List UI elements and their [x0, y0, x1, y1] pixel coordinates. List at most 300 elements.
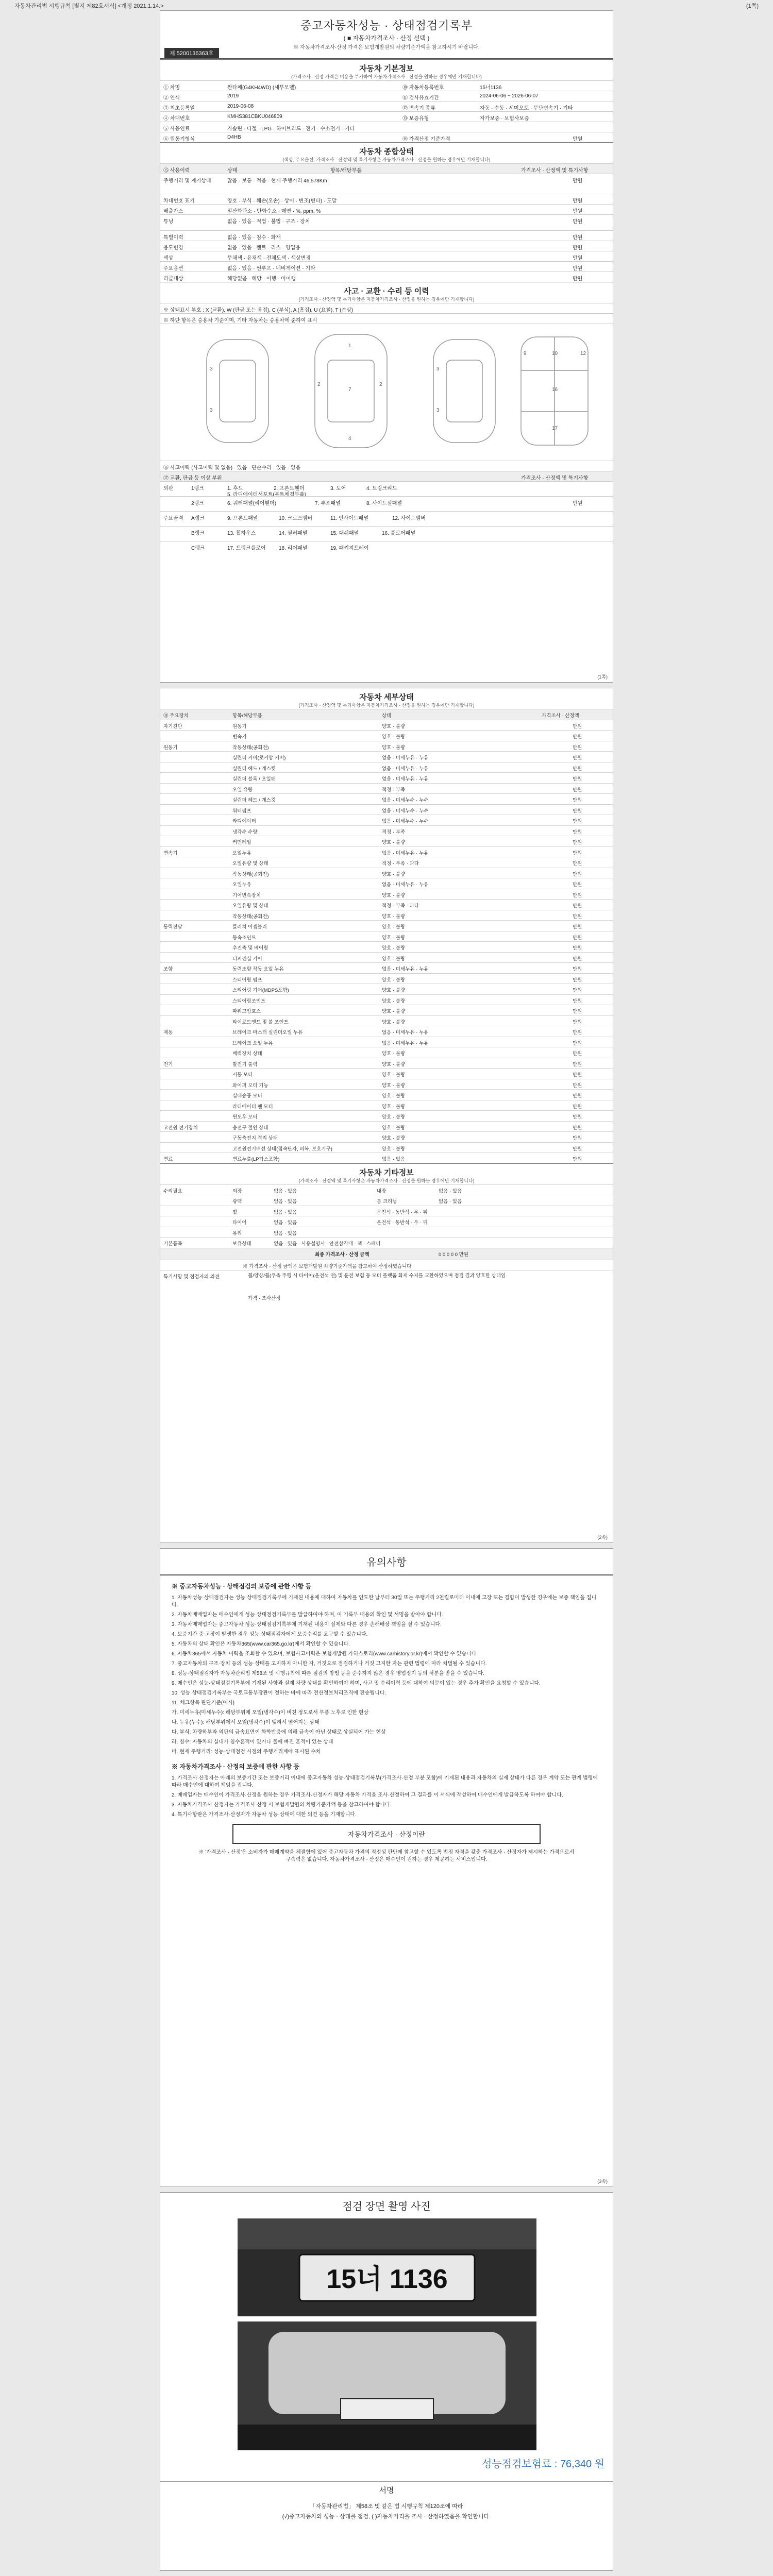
detail-price: 만원	[573, 967, 582, 972]
detail-row	[160, 1100, 613, 1111]
top-bar	[0, 0, 773, 9]
detail-section	[160, 688, 613, 1163]
detail-price: 만원	[573, 1072, 582, 1078]
detail-item: 동력조향 작동 오일 누유	[232, 967, 284, 972]
notice-paragraph: 4. 특기사항란은 가격조사·산정자가 자동차 성능·상태에 대한 의견 등을 기재합니다.	[172, 1812, 357, 1818]
detail-group: 자기진단	[163, 723, 182, 730]
detail-row	[160, 1142, 613, 1153]
overall-row: 색상 무채색 · 유채색 · 전체도색 · 색상변경 만원	[160, 251, 613, 261]
svg-text:16: 16	[552, 387, 558, 393]
detail-row	[160, 1079, 613, 1090]
detail-state: 없음 · 미세누유 · 누유	[382, 882, 429, 888]
detail-row	[160, 910, 613, 921]
basic-row: ⑤ 사용연료 가솔린 · 디젤 · LPG · 하이브리드 · 전기 · 수소전기 · 기타	[160, 122, 613, 132]
photo-front	[238, 2218, 536, 2316]
frame-rank-c: C랭크 17. 트렁크플로어 18. 리어패널 19. 패키지트레이	[160, 541, 613, 556]
detail-price: 만원	[573, 744, 582, 751]
notice-paragraph: 1. 자동차성능·상태점검자는 성능·상태점검기록부에 기재된 내용에 대하여 자동차를 인도한 날부터 30일 또는 주행거리 2천킬로미터 이내에 고장 또는 결함이 발생한 경우에는 보증 책임을 집니다.	[172, 1595, 597, 1608]
notice-paragraph: 9. 매수인은 성능·상태점검기록부에 기재된 사항과 실제 차량 상태를 확인하여야 하며, 사고 및 수리이력 등에 대하여 의문이 있는 경우 추가 확인을 요청할 수 있습니다.	[172, 1681, 541, 1686]
photos-title: 점검 장면 촬영 사진	[342, 2201, 431, 2212]
document-number: 제 5200136363호	[164, 48, 219, 58]
detail-price: 만원	[573, 998, 582, 1004]
detail-item: 오일 유량	[232, 787, 253, 793]
detail-row	[160, 952, 613, 963]
detail-price: 만원	[573, 1104, 582, 1110]
detail-price: 만원	[573, 1030, 582, 1036]
detail-item: 실린더 블록 / 오일팬	[232, 776, 276, 782]
detail-price: 만원	[573, 819, 582, 824]
overall-row: 차대번호 표기 양호 · 부식 · 훼손(오손) · 상이 · 변조(변타) · 도말 만원	[160, 194, 613, 204]
section-title: 사고 · 교환 · 수리 등 이력	[344, 287, 429, 296]
detail-state: 양호 · 불량	[382, 956, 406, 962]
overall-row: 주요옵션 없음 · 있음 · 썬루프 · 네비게이션 · 기타 만원	[160, 261, 613, 272]
detail-row	[160, 868, 613, 878]
detail-price: 만원	[573, 871, 582, 877]
svg-text:10: 10	[552, 351, 558, 357]
detail-price: 만원	[573, 903, 582, 909]
detail-item: 커먼레일	[232, 840, 251, 845]
accident-parts-header: ⑰ 교환, 판금 등 이상 부위 가격조사 · 산정액 및 특기사항	[160, 471, 613, 481]
section-subtitle: (가격조사 · 산정액 및 특기사항은 자동차가격조사 · 산정을 원하는 경우에만 기재합니다)	[298, 1178, 475, 1183]
detail-state: 양호 · 불량	[382, 1146, 406, 1152]
basic-row: ③ 최초등록일 2019-06-08 ⑫ 변속기 종류 자동 · 수동 · 세미오토 · 무단변속기 · 기타	[160, 101, 613, 111]
notice-paragraph: 마. 현재 주행거리: 성능·상태점검 시점의 주행거리계에 표시된 수치	[172, 1749, 321, 1755]
detail-state: 없음 · 미세누유 · 누유	[382, 755, 429, 761]
detail-item: 라디에이터	[232, 819, 256, 824]
basic-row: ⑥ 원동기형식 D4HB ⑭ 가격산정 기준가격 만원	[160, 132, 613, 142]
car-diagram	[160, 324, 613, 461]
section-title: 자동차 종합상태	[359, 147, 414, 156]
detail-item: 스티어링 기어(MDPS포함)	[232, 988, 289, 993]
footer-line-1: 「자동차관리법」 제58조 및 같은 법 시행규칙 제120조에 따라	[310, 2503, 463, 2510]
detail-item: 오일누유	[232, 850, 251, 856]
detail-item: 스티어링조인트	[232, 998, 266, 1004]
detail-row	[160, 920, 613, 931]
detail-item: 실린더 헤드 / 개스킷	[232, 766, 276, 772]
detail-price: 만원	[573, 935, 582, 941]
detail-price: 만원	[573, 988, 582, 993]
detail-item: 작동상태(공회전)	[232, 871, 269, 877]
detail-state: 적정 · 부족 · 과다	[382, 861, 419, 867]
detail-group: 고전원 전기장치	[163, 1125, 198, 1131]
detail-item: 발전기 출력	[232, 1061, 258, 1067]
detail-row	[160, 846, 613, 857]
photo-front-image	[238, 2218, 536, 2316]
signature-title: 서명	[160, 2481, 613, 2496]
detail-state: 양호 · 불량	[382, 723, 406, 730]
notice-title: 유의사항	[160, 1549, 613, 1575]
detail-price: 만원	[573, 882, 582, 888]
detail-item: 파워고압호스	[232, 1009, 261, 1014]
svg-text:2: 2	[379, 382, 382, 387]
detail-state: 양호 · 불량	[382, 913, 406, 920]
detail-state: 양호 · 불량	[382, 1114, 406, 1120]
etc-row: 기본품목 보유상태 없음 · 있음 · 사용설명서 · 안전삼각대 · 잭 · 스패너	[160, 1237, 613, 1248]
section-subtitle: (가격조사 · 산정액 및 특기사항은 자동차가격조사 · 산정을 원하는 경우에만 기재합니다)	[298, 297, 475, 302]
detail-state: 양호 · 불량	[382, 1019, 406, 1025]
detail-price: 만원	[573, 1051, 582, 1057]
detail-item: 실린더 커버(로커암 커버)	[232, 755, 286, 761]
detail-row	[160, 984, 613, 994]
car-left-side	[207, 340, 268, 443]
final-amount-row: 최종 가격조사 · 산정 금액 0 0 0 0 0 만원	[160, 1248, 613, 1260]
detail-state: 양호 · 불량	[382, 1125, 406, 1131]
page-4	[160, 2192, 613, 2571]
detail-state: 양호 · 불량	[382, 988, 406, 993]
detail-state: 양호 · 불량	[382, 924, 406, 930]
detail-item: 변속기	[232, 734, 247, 740]
detail-price: 만원	[573, 829, 582, 835]
detail-row	[160, 962, 613, 973]
detail-group: 전기	[163, 1061, 173, 1067]
overall-row: 용도변경 없음 · 있음 · 렌트 · 리스 · 영업용 만원	[160, 241, 613, 251]
svg-text:3: 3	[436, 408, 440, 413]
svg-text:3: 3	[210, 366, 213, 372]
svg-text:2: 2	[317, 382, 321, 387]
etc-section	[160, 1163, 613, 1307]
detail-row	[160, 720, 613, 731]
detail-state: 양호 · 불량	[382, 1082, 406, 1089]
detail-state: 양호 · 불량	[382, 945, 406, 951]
section-subtitle: (가격조사 · 산정 가격은 비용을 부가하여 자동차가격조사 · 산정을 원하는 경우에만 기재합니다)	[291, 74, 482, 79]
detail-state: 없음 · 미세누유 · 누유	[382, 967, 429, 972]
detail-row	[160, 815, 613, 825]
detail-row	[160, 857, 613, 868]
detail-item: 기어변속장치	[232, 892, 261, 899]
detail-state: 없음 · 미세누수 · 누수	[382, 819, 429, 824]
detail-item: 작동상태(공회전)	[232, 913, 269, 920]
detail-row	[160, 941, 613, 952]
detail-state: 양호 · 불량	[382, 892, 406, 899]
detail-price: 만원	[573, 776, 582, 782]
detail-row	[160, 1131, 613, 1142]
detail-price: 만원	[573, 945, 582, 951]
detail-item: 실린더 헤드 / 개스킷	[232, 798, 276, 803]
notice-paragraph: 가. 미세누유(미세누수): 해당부위에 오일(냉각수)이 비친 정도로서 부품 노후로 인한 현상	[172, 1710, 368, 1716]
detail-state: 양호 · 불량	[382, 935, 406, 941]
plate-text: 15너 1136	[326, 2264, 448, 2294]
detail-header: ⑱ 주요장치 항목/해당부품 상태 가격조사 · 산정액	[160, 709, 613, 720]
page-3	[160, 1548, 613, 2187]
car-right-side	[433, 340, 495, 443]
outer-rank-1: 외판 1랭크 1. 후드 2. 프론트휀더 3. 도어 4. 트렁크리드 5. 라디에이터서포트(볼트체결부품)	[160, 481, 613, 496]
detail-item: 타이로드엔드 및 볼 조인트	[232, 1019, 289, 1025]
overall-status-section	[160, 142, 613, 282]
car-outline-diagram	[160, 324, 613, 461]
footer-line-2: (√)중고자동차의 성능 · 상태를 점검, ( )자동차가격을 조사 · 산정하였음을 확인합니다.	[282, 2514, 491, 2520]
svg-text:3: 3	[210, 408, 213, 413]
detail-item: 오일누유	[232, 882, 251, 888]
photo-rear-image	[238, 2321, 536, 2450]
detail-row	[160, 1058, 613, 1069]
detail-state: 양호 · 불량	[382, 871, 406, 877]
detail-row	[160, 1037, 613, 1047]
detail-group: 조향	[163, 967, 173, 972]
detail-price: 만원	[573, 1093, 582, 1099]
basic-row: ④ 차대번호 KMHS381CBKU046809 ⑬ 보증유형 자가보증 · 보험사보증	[160, 111, 613, 122]
detail-group: 원동기	[163, 744, 178, 751]
detail-price: 만원	[573, 1040, 582, 1046]
accident-section	[160, 282, 613, 556]
detail-row	[160, 994, 613, 1005]
notice-paragraph: 3. 자동차매매업자는 중고자동차 성능·상태점검기록부에 기재된 내용이 실제와 다른 경우 손해배상 책임을 질 수 있습니다.	[172, 1622, 442, 1628]
final-note-row: ※ 가격조사 · 산정 금액은 보험개발원 차량기준가액을 참고하여 산정하였습니다	[160, 1260, 613, 1270]
notice-paragraph: 나. 누유(누수): 해당부위에서 오일(냉각수)이 맺혀서 떨어지는 상태	[172, 1720, 320, 1725]
overall-row: 특별이력 없음 · 있음 · 침수 · 화재 만원	[160, 230, 613, 241]
detail-state: 양호 · 불량	[382, 744, 406, 751]
legend-text: ※ 상태표시 부호 : X (교환), W (판금 또는 용접), C (부식), A (흠집), U (요철), T (손상)	[160, 303, 613, 313]
detail-row	[160, 1121, 613, 1132]
detail-price: 만원	[573, 913, 582, 920]
detail-item: 냉각수 수량	[232, 829, 258, 835]
notice-paragraph: 5. 자동차의 상태 확인은 자동차365(www.car365.go.kr)에서 확인할 수 있습니다.	[172, 1641, 350, 1647]
notice-paragraph: 3. 자동차가격조사·산정자는 가격조사·산정 시 보험개발원의 차량기준가액 등을 참고하여야 합니다.	[172, 1802, 392, 1808]
overall-row: 배출가스 일산화탄소 · 탄화수소 · 매연 · %, ppm, % 만원	[160, 204, 613, 214]
detail-item: 브레이크 마스터 실린더오일 누유	[232, 1030, 303, 1036]
detail-state: 없음 · 미세누유 · 누유	[382, 776, 429, 782]
frame-rank-a: 주요골격 A랭크 9. 프론트패널 10. 크로스멤버 11. 인사이드패널 12. 사이드멤버	[160, 511, 613, 526]
svg-text:7: 7	[348, 387, 351, 393]
detail-row	[160, 1015, 613, 1026]
detail-row	[160, 889, 613, 900]
notice-box-text: ※ '가격조사 · 산정'은 소비자가 매매계약을 체결함에 있어 중고자동차 가격의 적정성 판단에 참고할 수 있도록 법정 자격을 갖춘 가격조사 · 산정자가 제시하는 가격으로서 구속력은 없습니다. 자동차가격조사 · 산정은 매수인이 원하는 경우 제공하는 서비스입니다.	[198, 1850, 575, 1862]
detail-row	[160, 931, 613, 942]
detail-row	[160, 1026, 613, 1037]
overall-row: 리콜대상 해당없음 · 해당 · 이행 · 미이행 만원	[160, 272, 613, 282]
notice-paragraph: 4. 보증기간 중 고장이 발생한 경우 성능·상태점검자에게 보증수리를 요구할 수 있습니다.	[172, 1632, 368, 1637]
detail-item: 추진축 및 베어링	[232, 945, 268, 951]
detail-price: 만원	[573, 1146, 582, 1152]
detail-state: 없음 · 미세누유 · 누유	[382, 850, 429, 856]
detail-item: 원동기	[232, 723, 247, 730]
document-header	[160, 11, 613, 59]
svg-text:3: 3	[436, 366, 440, 372]
detail-price: 만원	[573, 808, 582, 814]
detail-state: 양호 · 불량	[382, 1009, 406, 1014]
header-note: ※ 자동차가격조사·산정 가격은 보험개발원의 차량기준가액을 참고하시기 바랍니다.	[293, 45, 480, 50]
svg-text:17: 17	[552, 426, 558, 431]
detail-item: 오일유량 및 상태	[232, 861, 268, 867]
etc-row: 수리필요 외장 없음 · 있음 내장 없음 · 있음	[160, 1184, 613, 1195]
detail-state: 양호 · 불량	[382, 734, 406, 740]
detail-row	[160, 1089, 613, 1100]
notice-box-title: 자동차가격조사 · 산정이란	[232, 1824, 541, 1844]
detail-row	[160, 825, 613, 836]
detail-price: 만원	[573, 798, 582, 803]
page-indicator: (1쪽)	[746, 3, 759, 9]
detail-price: 만원	[573, 956, 582, 962]
detail-state: 없음 · 미세누유 · 누유	[382, 766, 429, 772]
detail-state: 양호 · 불량	[382, 1072, 406, 1078]
detail-state: 양호 · 불량	[382, 1093, 406, 1099]
form-reference: 자동차관리법 시행규칙 [별지 제82호서식] <개정 2021.1.14.>	[14, 3, 164, 9]
svg-text:9: 9	[524, 351, 527, 357]
page-number: (3쪽)	[597, 2179, 608, 2184]
notice-paragraph: 2. 매매업자는 매수인이 가격조사·산정을 원하는 경우 가격조사·산정자가 해당 자동차 가격을 조사·산정하여 그 결과를 이 서식에 작성하여 매수인에게 발급하도록 하여야 합니다.	[172, 1792, 563, 1798]
detail-state: 양호 · 불량	[382, 1104, 406, 1110]
detail-price: 만원	[573, 755, 582, 761]
insurance-fee	[482, 2455, 604, 2470]
detail-state: 없음 · 있음	[382, 1157, 406, 1162]
detail-item: 고전원전기배선 상태(접속단자, 피복, 보호기구)	[232, 1146, 332, 1152]
document-title: 중고자동차성능 · 상태점검기록부	[300, 19, 473, 32]
notice-heading-2: ※ 자동차가격조사 · 산정의 보증에 관한 사항 등	[172, 1763, 299, 1770]
accident-history-line: ⑯ 사고이력 (사고이력 및 없음) · 있음 · 단순수리 · 있음 · 없음	[160, 461, 613, 471]
detail-row	[160, 793, 613, 804]
etc-row: 광택 없음 · 있음 룸 크리닝 없음 · 있음	[160, 1195, 613, 1206]
section-title: 자동차 기본정보	[359, 64, 414, 73]
page-number: (1쪽)	[597, 674, 608, 680]
section-title: 자동차 기타정보	[359, 1168, 414, 1177]
detail-row	[160, 1005, 613, 1015]
detail-price: 만원	[573, 787, 582, 793]
detail-state: 없음 · 미세누수 · 누수	[382, 798, 429, 803]
detail-price: 만원	[573, 723, 582, 730]
detail-item: 와이퍼 모터 기능	[232, 1082, 268, 1089]
detail-price: 만원	[573, 1114, 582, 1120]
detail-group: 제동	[163, 1030, 173, 1036]
detail-price: 만원	[573, 850, 582, 856]
detail-row	[160, 973, 613, 984]
detail-state: 적정 · 부족	[382, 787, 406, 793]
basic-info-section	[160, 59, 613, 142]
detail-price: 만원	[573, 924, 582, 930]
detail-state: 양호 · 불량	[382, 977, 406, 983]
detail-row	[160, 751, 613, 762]
notice-paragraphs-2	[160, 1775, 613, 1819]
detail-item: 라디에이터 팬 모터	[232, 1104, 273, 1110]
svg-text:12: 12	[580, 351, 586, 357]
detail-price: 만원	[573, 861, 582, 867]
detail-item: 등속조인트	[232, 935, 256, 941]
detail-row	[160, 783, 613, 794]
remarks-row: 특기사항 및 점검자의 의견 휠/양상/휠(우측 주행 시 타이어(운전석 전) 및 운전 보험 등 모터 플랫폼 화재 수지를 교환하였으며 점검 결과 양호한 상태임 가격 · 조사산정	[160, 1270, 613, 1307]
frame-rank-b: B랭크 13. 휠하우스 14. 필러패널 15. 대쉬패널 16. 플로어패널	[160, 526, 613, 541]
page-2	[160, 688, 613, 1543]
notice-paragraph: 10. 성능·상태점검기록부는 국토교통부장관이 정하는 바에 따라 전산정보처리조직에 전송됩니다.	[172, 1690, 386, 1696]
etc-row: 타이어 없음 · 있음 운전석 · 동반석 · 우 · 뒤	[160, 1216, 613, 1227]
detail-row	[160, 878, 613, 889]
overall-row: 주행거리 및 계기상태 많음 · 보통 · 적음 · 현재 주행거리 46,578Km 만원	[160, 174, 613, 194]
detail-row	[160, 741, 613, 752]
notice-paragraph: 6. 자동차365에서 자동차 이력을 조회할 수 있으며, 보험사고이력은 보험개발원 카히스토리(www.carhistory.or.kr)에서 확인할 수 있습니다.	[172, 1651, 478, 1657]
detail-item: 배력장치 상태	[232, 1051, 262, 1057]
detail-state: 적정 · 부족 · 과다	[382, 903, 419, 909]
detail-item: 클러치 어셈블리	[232, 924, 267, 930]
fee-label: 성능점검보험료 :	[482, 2459, 558, 2470]
section-subtitle: (가격조사 · 산정액 및 특기사항은 자동차가격조사 · 산정을 원하는 경우에만 기재합니다)	[298, 703, 475, 708]
detail-price: 만원	[573, 766, 582, 772]
detail-item: 디퍼렌셜 기어	[232, 956, 262, 962]
notice-paragraph: 1. 가격조사·산정자는 아래의 보증기간 또는 보증거리 이내에 중고자동차 성능·상태점검기록부(가격조사·산정 부분 포함)에 기재된 내용과 자동차의 실제 상태가 다른 경우 계약 또는 관계 법령에 따라 매수인에 대하여 책임을 집니다.	[172, 1775, 598, 1788]
detail-row	[160, 836, 613, 846]
document-subtitle: ( ■ 자동차가격조사 · 산정 선택 )	[343, 35, 430, 42]
legend-text: ※ 하단 항목은 승용차 기준이며, 기타 자동차는 승용차에 준하여 표시	[160, 313, 613, 324]
detail-price: 만원	[573, 1136, 582, 1141]
basic-row: ② 연식 2019 ⑪ 검사유효기간 2024-06-06 ~ 2026-06-07	[160, 91, 613, 101]
page-number: (2쪽)	[597, 1535, 608, 1540]
notice-paragraphs	[160, 1595, 613, 1756]
detail-state: 양호 · 불량	[382, 998, 406, 1004]
detail-item: 실내송풍 모터	[232, 1093, 262, 1099]
detail-price: 만원	[573, 840, 582, 845]
etc-row: 유리 없음 · 있음	[160, 1227, 613, 1238]
svg-text:1: 1	[348, 343, 351, 349]
detail-item: 브레이크 오일 누유	[232, 1040, 273, 1046]
section-title: 자동차 세부상태	[359, 693, 414, 702]
photo-rear	[238, 2321, 536, 2450]
detail-item: 윈도우 모터	[232, 1114, 258, 1120]
detail-state: 양호 · 불량	[382, 1051, 406, 1057]
detail-row	[160, 804, 613, 815]
notice-paragraph: 11. 체크항목 판단기준(예시)	[172, 1700, 234, 1706]
detail-price: 만원	[573, 734, 582, 740]
detail-group: 동력전달	[163, 924, 182, 930]
detail-price: 만원	[573, 892, 582, 899]
detail-state: 없음 · 미세누수 · 누수	[382, 808, 429, 814]
etc-row: 휠 없음 · 있음 운전석 · 동반석 · 우 · 뒤	[160, 1206, 613, 1216]
detail-state: 없음 · 미세누유 · 누유	[382, 1040, 429, 1046]
table-header: ⑮ 사용이력 상태 항목/해당부품 가격조사 · 산정액 및 특기사항	[160, 163, 613, 174]
detail-price: 만원	[573, 1125, 582, 1131]
detail-item: 연료누출(LP가스포함)	[232, 1157, 280, 1162]
detail-price: 만원	[573, 1157, 582, 1162]
detail-row	[160, 762, 613, 773]
notice-paragraph: 다. 부식: 차량하부와 외판의 금속표면이 화학반응에 의해 금속이 아닌 상태로 상실되어 가는 현상	[172, 1730, 386, 1735]
detail-group: 연료	[163, 1157, 173, 1162]
detail-item: 워터펌프	[232, 808, 251, 814]
detail-table	[160, 720, 613, 1163]
outer-rank-2: 2랭크 6. 쿼터패널(리어휀더) 7. 루프패널 8. 사이드실패널 만원	[160, 496, 613, 511]
overall-row: 튜닝 없음 · 있음 · 적법 · 불법 · 구조 · 장치 만원	[160, 214, 613, 230]
detail-row	[160, 899, 613, 910]
detail-item: 작동상태(공회전)	[232, 744, 269, 751]
detail-state: 양호 · 불량	[382, 1136, 406, 1141]
detail-row	[160, 1153, 613, 1163]
detail-state: 양호 · 불량	[382, 1061, 406, 1067]
detail-item: 오일유량 및 상태	[232, 903, 268, 909]
detail-price: 만원	[573, 1019, 582, 1025]
notice-heading-1: ※ 중고자동차성능 · 상태점검의 보증에 관한 사항 등	[172, 1583, 312, 1590]
notice-paragraph: 8. 성능·상태점검자가 자동차관리법 제58조 및 시행규칙에 따른 점검의 방법 등을 준수하지 않은 경우 영업정지 등의 처분을 받을 수 있습니다.	[172, 1671, 484, 1676]
detail-group: 변속기	[163, 850, 178, 856]
page-1	[160, 10, 613, 683]
detail-state: 적정 · 부족	[382, 829, 406, 835]
detail-item: 구동축전지 격리 상태	[232, 1136, 278, 1141]
section-subtitle: (색상, 주요옵션, 가격조사 · 산정액 및 특기사항은 자동차가격조사 · 산정을 원하는 경우에만 기재합니다)	[282, 157, 491, 162]
notice-paragraph: 2. 자동차매매업자는 매수인에게 성능·상태점검기록부를 발급하여야 하며, 이 기록부 내용의 확인 및 서명을 받아야 합니다.	[172, 1612, 443, 1618]
notice-paragraph: 7. 중고자동차의 구조·장치 등의 성능·상태를 고지하지 아니한 자, 거짓으로 점검하거나 거짓 고지한 자는 관련 법령에 따라 처벌될 수 있습니다.	[172, 1661, 487, 1667]
detail-price: 만원	[573, 1061, 582, 1067]
basic-row: ① 차명 싼타페(G4KH4WD) (세부모델) ⑩ 자동차등록번호 15너1136	[160, 80, 613, 91]
detail-price: 만원	[573, 977, 582, 983]
fee-value: 76,340 원	[560, 2459, 604, 2470]
detail-row	[160, 1110, 613, 1121]
svg-text:4: 4	[348, 436, 351, 442]
detail-price: 만원	[573, 1009, 582, 1014]
detail-item: 스티어링 펌프	[232, 977, 262, 983]
detail-row	[160, 1047, 613, 1058]
detail-state: 없음 · 미세누유 · 누유	[382, 1030, 429, 1036]
detail-row	[160, 772, 613, 783]
notice-paragraph: 라. 침수: 자동차의 실내가 침수흔적이 있거나 물에 빠진 흔적이 있는 상태	[172, 1739, 333, 1745]
detail-item: 충전구 절연 상태	[232, 1125, 268, 1131]
detail-row	[160, 730, 613, 741]
detail-item: 시동 모터	[232, 1072, 253, 1078]
detail-price: 만원	[573, 1082, 582, 1089]
detail-state: 양호 · 불량	[382, 840, 406, 845]
detail-row	[160, 1068, 613, 1079]
